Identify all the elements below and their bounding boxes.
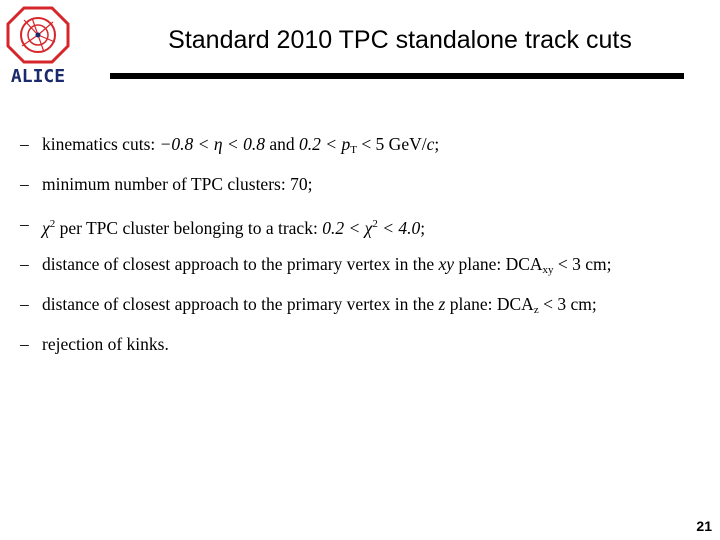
bullet-dash: – [20,294,29,314]
chi-superscript: 2 [49,218,56,230]
cuts-list [20,128,710,368]
xy-variable: xy [438,254,455,274]
page-number: 21 [696,518,712,534]
tpc-clusters-text: minimum number of TPC clusters: 70; [42,174,313,194]
list-item-tpc-clusters [20,168,710,208]
dca-z-mid: plane: DCA [445,294,534,314]
chi-symbol: χ [42,218,50,238]
dca-z-label: distance of closest approach to the primary vertex in the [42,294,439,314]
pt-upper: < 5 GeV/ [356,134,427,154]
dca-z-subscript: z [533,304,539,316]
dca-xy-value: < 3 cm; [553,254,612,274]
z-variable: z [438,294,446,314]
bullet-dash: – [20,254,29,274]
chi2-upper: < 4.0 [377,218,421,238]
kinematics-conjunction: and [264,134,300,154]
pt-subscript: T [350,144,357,156]
pt-lower: 0.2 < [299,134,342,154]
bullet-dash: – [20,334,29,354]
list-item-kinks [20,328,710,368]
alice-logo [6,6,70,86]
kinematics-label: kinematics cuts: [42,134,160,154]
alice-logo-text: ALICE [10,66,66,87]
bullet-dash: – [20,134,29,154]
chi2-end: ; [420,218,426,238]
pt-symbol: p [341,134,351,154]
slide-title: Standard 2010 TPC standalone track cuts [168,26,632,54]
alice-logo-icon [6,6,70,64]
bullet-dash: – [20,174,29,194]
dca-xy-subscript: xy [542,264,554,276]
chi2-label: per TPC cluster belonging to a track: [55,218,323,238]
chi2-lower: 0.2 < χ [322,218,373,238]
dca-xy-label: distance of closest approach to the primary vertex in the [42,254,439,274]
kinematics-end: ; [434,134,440,154]
list-item-dca-z [20,288,710,328]
dca-xy-mid: plane: DCA [454,254,543,274]
eta-range: −0.8 < η < 0.8 [159,134,265,154]
dca-z-value: < 3 cm; [538,294,597,314]
chi2-superscript: 2 [372,218,378,230]
list-item-chi2 [20,208,710,248]
list-item-dca-xy [20,248,710,288]
speed-of-light: c [426,134,435,154]
bullet-dash: – [20,214,29,234]
list-item-kinematics [20,128,710,168]
kinks-text: rejection of kinks. [42,334,169,354]
title-underline [110,73,684,79]
